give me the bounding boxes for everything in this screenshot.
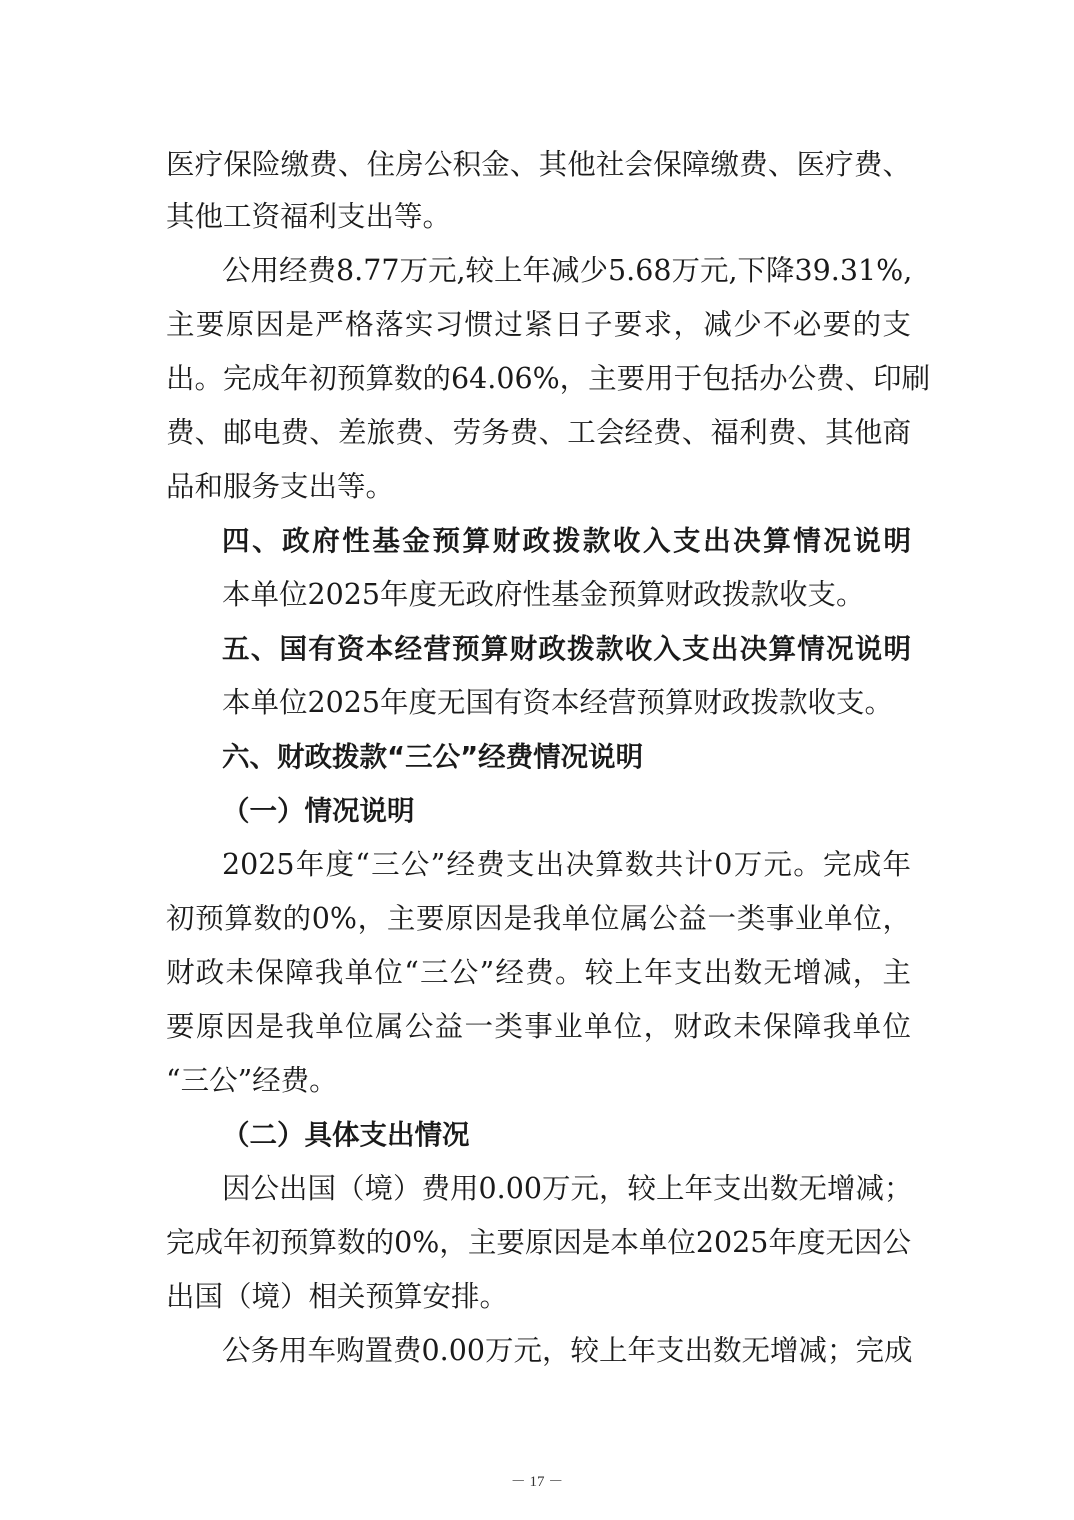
body-text-line: 出。完成年初预算数的64.06%，主要用于包括办公费、印刷: [166, 362, 931, 395]
body-text-line: 医疗保险缴费、住房公积金、其他社会保障缴费、医疗费、: [166, 148, 911, 181]
body-text-line: 完成年初预算数的0%，主要原因是本单位2025年度无因公: [166, 1226, 911, 1259]
body-text-line: 本单位2025年度无国有资本经营预算财政拨款收支。: [222, 686, 894, 719]
body-text-line: 主要原因是严格落实习惯过紧日子要求，减少不必要的支: [166, 308, 911, 341]
body-text-line: 其他工资福利支出等。: [166, 200, 452, 233]
body-text-line: “三公”经费。: [166, 1064, 338, 1097]
body-text-line: 品和服务支出等。: [166, 470, 395, 503]
body-text-line: 公务用车购置费0.00万元，较上年支出数无增减；完成: [222, 1334, 913, 1367]
body-text-line: 公用经费8.77万元,较上年减少5.68万元,下降39.31%,: [222, 254, 913, 287]
body-text-line: 费、邮电费、差旅费、劳务费、工会经费、福利费、其他商: [166, 416, 911, 449]
body-text-line: 初预算数的0%，主要原因是我单位属公益一类事业单位，: [166, 902, 911, 935]
section-heading-6: 六、财政拨款“三公”经费情况说明: [222, 741, 644, 773]
body-text-line: 2025年度“三公”经费支出决算数共计0万元。完成年: [222, 848, 911, 881]
body-text-line: 本单位2025年度无政府性基金预算财政拨款收支。: [222, 578, 865, 611]
subsection-heading-2: （二）具体支出情况: [222, 1119, 470, 1151]
section-heading-5: 五、国有资本经营预算财政拨款收入支出决算情况说明: [222, 633, 911, 665]
subsection-heading-1: （一）情况说明: [222, 795, 415, 827]
body-text-line: 出国（境）相关预算安排。: [166, 1280, 509, 1313]
section-heading-4: 四、政府性基金预算财政拨款收入支出决算情况说明: [222, 525, 911, 557]
body-text-line: 因公出国（境）费用0.00万元，较上年支出数无增减；: [222, 1172, 913, 1205]
page-number: － 17 －: [510, 1474, 564, 1490]
body-text-line: 财政未保障我单位“三公”经费。较上年支出数无增减，主: [166, 956, 911, 989]
body-text-line: 要原因是我单位属公益一类事业单位，财政未保障我单位: [166, 1010, 911, 1043]
